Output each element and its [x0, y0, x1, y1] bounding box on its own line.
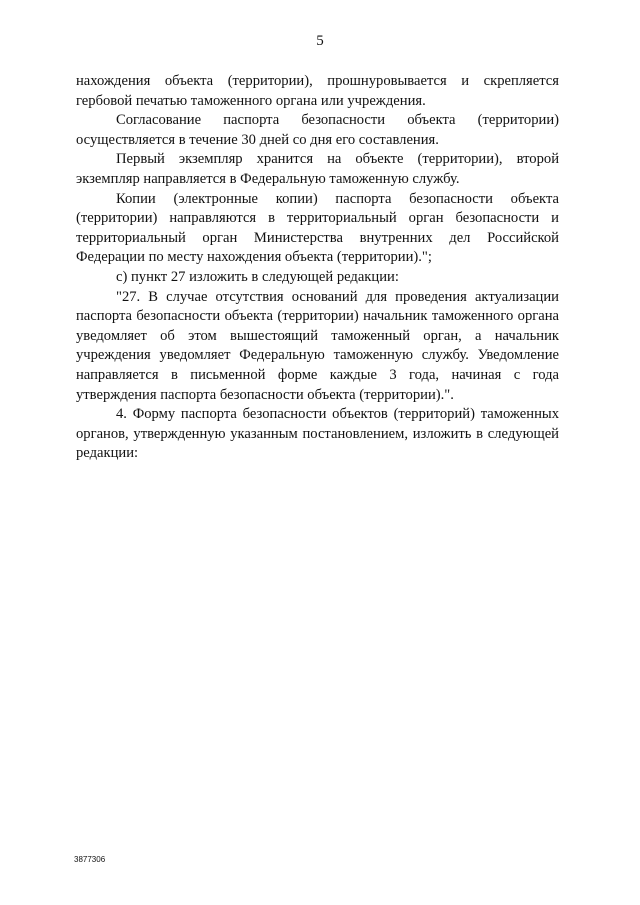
paragraph-electronic-copies: Копии (электронные копии) паспорта безопасности объекта (территории) направляются в территориальный орган безопасности и территориальный орган Министерства внутренних дел Российской Федерации по месту нахождения объекта (территории)."; [76, 190, 559, 266]
paragraph-continuation: нахождения объекта (территории), прошнуровывается и скрепляется гербовой печатью таможенного органа или учреждения. [76, 73, 559, 109]
page-number: 5 [316, 33, 324, 49]
paragraph-item-4: 4. Форму паспорта безопасности объектов (территорий) таможенных органов, утвержденную указанным постановлением, изложить в следующей редакции: [76, 406, 559, 462]
paragraph-copies-storage: Первый экземпляр хранится на объекте (территории), второй экземпляр направляется в Федеральную таможенную службу. [76, 151, 559, 187]
paragraph-item-27: "27. В случае отсутствия оснований для проведения актуализации паспорта безопасности объекта (территории) начальник таможенного органа уведомляет об этом вышестоящий таможенный орган, а начальник учреждения уведомляет Федеральную таможенную службу. Уведомление направляется в письменной форме каждые 3 года, начиная с года утверждения паспорта безопасности объекта (территории).". [76, 288, 559, 403]
paragraph-approval: Согласование паспорта безопасности объекта (территории) осуществляется в течение 30 дней со дня его составления. [76, 112, 559, 148]
document-id: 3877306 [74, 855, 106, 864]
document-body [76, 72, 559, 464]
paragraph-item-27-intro: с) пункт 27 изложить в следующей редакции: [116, 268, 399, 285]
